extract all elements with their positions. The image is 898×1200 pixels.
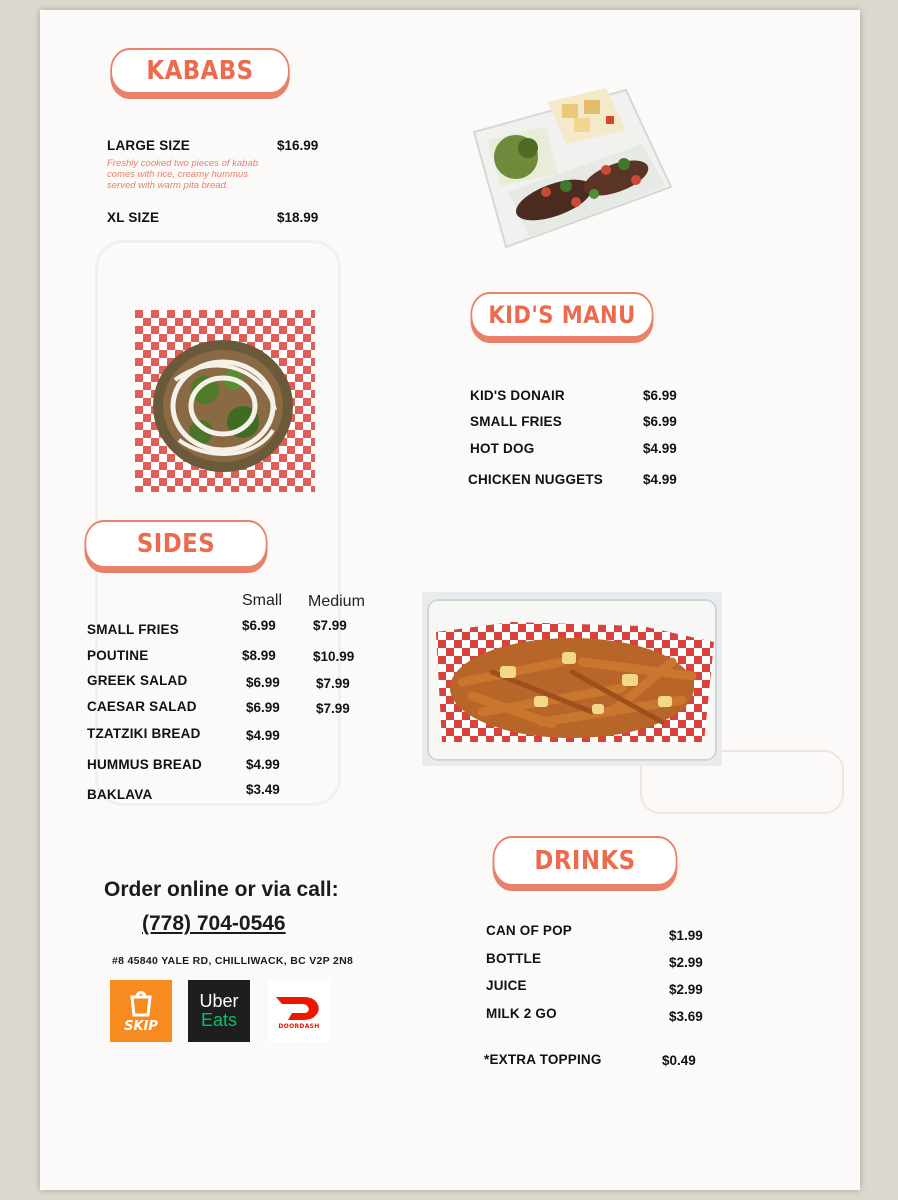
- sides-item-medium-price: $10.99: [313, 649, 355, 664]
- sides-item-small-price: $6.99: [246, 700, 280, 715]
- kabab-item-name: LARGE SIZE: [107, 138, 191, 153]
- skip-logo-label: SKIP: [124, 1018, 158, 1034]
- kids-item-price: $6.99: [643, 388, 677, 403]
- drinks-item-name: MILK 2 GO: [486, 1006, 557, 1021]
- sides-item-name: GREEK SALAD: [87, 673, 188, 688]
- drinks-item-price: $2.99: [669, 982, 703, 997]
- kabab-item-price: $18.99: [277, 210, 319, 225]
- sides-item-name: CAESAR SALAD: [87, 699, 197, 714]
- sides-item-medium-price: $7.99: [313, 618, 347, 633]
- kids-item-name: SMALL FRIES: [470, 414, 562, 429]
- sides-item-medium-price: $7.99: [316, 701, 350, 716]
- extra-topping-label: *EXTRA TOPPING: [484, 1052, 602, 1067]
- sides-item-small-price: $4.99: [246, 728, 280, 743]
- order-address: #8 45840 YALE RD, CHILLIWACK, BC V2P 2N8: [112, 955, 354, 967]
- kabab-plate-photo: [466, 82, 676, 252]
- sides-item-medium-price: $7.99: [316, 676, 350, 691]
- sides-item-small-price: $3.49: [246, 782, 280, 797]
- order-phone-link[interactable]: (778) 704-0546: [142, 912, 286, 935]
- sides-item-name: BAKLAVA: [87, 787, 153, 802]
- order-heading: Order online or via call:: [104, 878, 339, 901]
- sides-item-small-price: $8.99: [242, 648, 276, 663]
- skip-bag-icon: [126, 989, 156, 1019]
- kababs-heading: KABABS: [110, 48, 290, 94]
- kids-item-name: HOT DOG: [470, 441, 535, 456]
- sides-item-name: HUMMUS BREAD: [87, 757, 202, 772]
- sides-item-small-price: $6.99: [242, 618, 276, 633]
- skip-logo[interactable]: [110, 980, 172, 1042]
- drinks-item-name: JUICE: [486, 978, 527, 993]
- drinks-item-price: $3.69: [669, 1009, 703, 1024]
- kabab-item-description: Freshly cooked two pieces of kabab comes with rice, creamy hummus served with warm pita bread.: [107, 158, 259, 191]
- poutine-photo: [422, 592, 722, 766]
- kids-item-price: $6.99: [643, 414, 677, 429]
- drinks-item-name: CAN OF POP: [486, 923, 573, 938]
- menu-page: [40, 10, 860, 1190]
- kids-item-price: $4.99: [643, 441, 677, 456]
- sides-item-name: POUTINE: [87, 648, 149, 663]
- donair-plate-photo: [135, 310, 315, 492]
- uber-eats-line1: Uber: [199, 991, 239, 1011]
- uber-eats-logo[interactable]: [188, 980, 250, 1042]
- doordash-logo[interactable]: [268, 980, 330, 1042]
- kids-item-name: KID'S DONAIR: [470, 388, 565, 403]
- drinks-item-price: $1.99: [669, 928, 703, 943]
- sides-item-name: SMALL FRIES: [87, 622, 179, 637]
- sides-item-name: TZATZIKI BREAD: [87, 726, 201, 741]
- sides-column-small: Small: [242, 592, 283, 609]
- doordash-icon: [274, 993, 324, 1023]
- uber-eats-line2: Eats: [200, 1010, 238, 1030]
- kabab-item-name: XL SIZE: [107, 210, 160, 225]
- sides-heading: SIDES: [84, 520, 267, 568]
- extra-topping-price: $0.49: [662, 1053, 696, 1068]
- doordash-label: DOORDASH: [278, 1022, 320, 1030]
- kabab-item-price: $16.99: [277, 138, 319, 153]
- kids-item-price: $4.99: [643, 472, 677, 487]
- sides-column-medium: Medium: [308, 593, 365, 610]
- drinks-item-name: BOTTLE: [486, 951, 542, 966]
- kids-menu-heading: KID'S MANU: [470, 292, 653, 338]
- sides-item-small-price: $6.99: [246, 675, 280, 690]
- drinks-heading: DRINKS: [493, 836, 678, 886]
- sides-item-small-price: $4.99: [246, 757, 280, 772]
- kids-item-name: CHICKEN NUGGETS: [468, 472, 604, 487]
- drinks-item-price: $2.99: [669, 955, 703, 970]
